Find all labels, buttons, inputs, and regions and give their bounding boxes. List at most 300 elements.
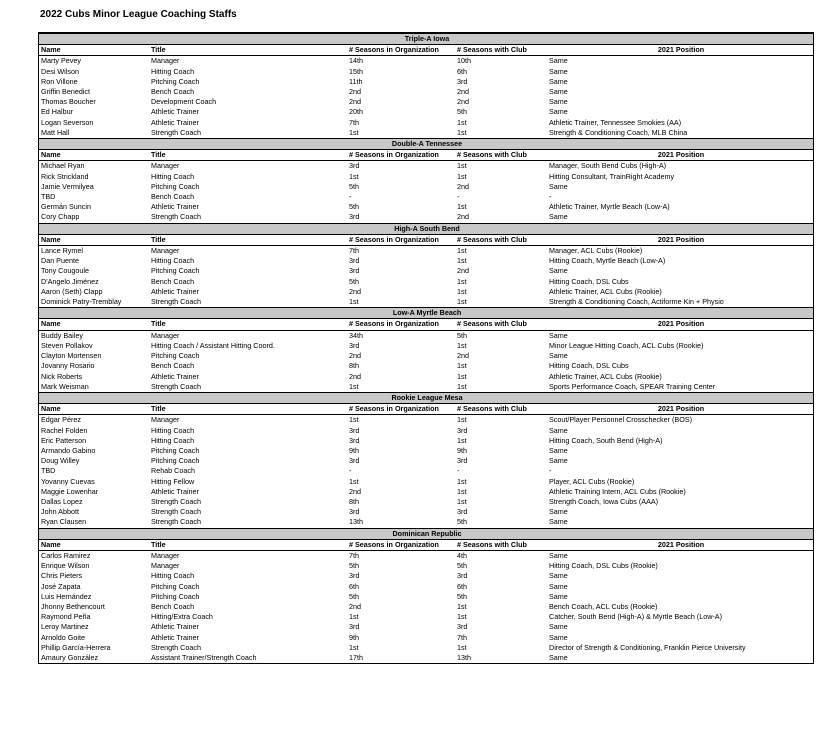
cell-prior-position: Athletic Trainer, Tennessee Smokies (AA) [549, 117, 682, 127]
cell-name: Maggie Lowenhar [41, 486, 99, 496]
cell-prior-position: Same [549, 622, 568, 632]
cell-name: Marty Pevey [41, 56, 81, 66]
table-row [39, 653, 813, 663]
cell-seasons-in-org: 1st [349, 171, 359, 181]
cell-seasons-in-org: 3rd [349, 256, 360, 266]
cell-seasons-with-club: 1st [457, 340, 467, 350]
column-header-row [39, 150, 813, 161]
cell-name: Edgar Pérez [41, 415, 81, 425]
cell-seasons-in-org: 9th [349, 445, 359, 455]
cell-seasons-in-org: 5th [349, 202, 359, 212]
cell-seasons-with-club: 1st [457, 435, 467, 445]
cell-seasons-with-club: 7th [457, 632, 467, 642]
cell-name: Desi Wilson [41, 66, 79, 76]
cell-prior-position: Same [549, 66, 568, 76]
cell-seasons-with-club: - [457, 192, 460, 202]
cell-name: Mark Weisman [41, 381, 89, 391]
cell-name: Phillip García-Herrera [41, 642, 111, 652]
cell-seasons-in-org: 2nd [349, 486, 361, 496]
cell-prior-position: Athletic Training Intern, ACL Cubs (Rookie) [549, 486, 686, 496]
cell-seasons-in-org: - [349, 192, 352, 202]
cell-seasons-with-club: 5th [457, 107, 467, 117]
cell-seasons-in-org: 5th [349, 561, 359, 571]
cell-name: Amaury González [41, 652, 99, 662]
cell-name: Cory Chapp [41, 212, 80, 222]
cell-title: Manager [151, 161, 180, 171]
cell-prior-position: Strength & Conditioning Coach, Actiforme Kin + Physio [549, 297, 724, 307]
cell-name: Ed Halbur [41, 107, 73, 117]
cell-name: Nick Roberts [41, 371, 83, 381]
cell-name: Eric Patterson [41, 435, 87, 445]
cell-seasons-with-club: 1st [457, 476, 467, 486]
cell-seasons-in-org: 9th [349, 632, 359, 642]
cell-seasons-in-org: 2nd [349, 351, 361, 361]
cell-title: Bench Coach [151, 361, 195, 371]
column-header-row [39, 319, 813, 330]
section-header [39, 34, 813, 45]
cell-seasons-with-club: 3rd [457, 425, 468, 435]
cell-title: Bench Coach [151, 87, 195, 97]
cell-seasons-in-org: 3rd [349, 425, 360, 435]
cell-seasons-in-org: 7th [349, 246, 359, 256]
table-row [39, 497, 813, 507]
table-row [39, 561, 813, 571]
column-header-seasons-in-org: # Seasons in Organization [347, 539, 455, 550]
cell-title: Pitching Coach [151, 351, 200, 361]
section-header [39, 139, 813, 150]
cell-seasons-with-club: 4th [457, 550, 467, 560]
cell-title: Hitting Coach [151, 66, 195, 76]
column-header-title: Title [149, 150, 347, 161]
cell-prior-position: - [549, 192, 552, 202]
cell-name: Logan Severson [41, 117, 94, 127]
section-title: Triple-A Iowa [39, 34, 813, 45]
cell-seasons-in-org: 2nd [349, 87, 361, 97]
cell-seasons-in-org: 1st [349, 415, 359, 425]
table-row [39, 446, 813, 456]
cell-seasons-in-org: 11th [349, 76, 363, 86]
column-header-seasons-with-club: # Seasons with Club [455, 319, 547, 330]
cell-name: Jamie Vermilyea [41, 181, 94, 191]
cell-seasons-with-club: 5th [457, 330, 467, 340]
cell-title: Strength Coach [151, 642, 201, 652]
cell-seasons-with-club: 3rd [457, 507, 468, 517]
cell-prior-position: Same [549, 87, 568, 97]
cell-name: D'Angelo Jiménez [41, 276, 99, 286]
cell-seasons-in-org: 3rd [349, 212, 360, 222]
column-header-prior-position: 2021 Position [547, 539, 813, 550]
cell-prior-position: Same [549, 76, 568, 86]
cell-prior-position: Same [549, 212, 568, 222]
cell-seasons-with-club: 2nd [457, 181, 469, 191]
column-header-title: Title [149, 319, 347, 330]
table-row [39, 67, 813, 77]
staff-table-container [38, 32, 814, 664]
cell-name: Dallas Lopez [41, 496, 83, 506]
cell-seasons-in-org: 2nd [349, 371, 361, 381]
cell-seasons-in-org: 15th [349, 66, 363, 76]
table-row [39, 287, 813, 297]
table-row [39, 297, 813, 308]
cell-seasons-in-org: 13th [349, 517, 363, 527]
cell-prior-position: Same [549, 97, 568, 107]
cell-prior-position: Same [549, 571, 568, 581]
table-row [39, 582, 813, 592]
cell-seasons-in-org: 3rd [349, 161, 360, 171]
cell-seasons-with-club: 9th [457, 445, 467, 455]
cell-prior-position: Hitting Coach, DSL Cubs [549, 361, 629, 371]
table-row [39, 277, 813, 287]
cell-title: Athletic Trainer [151, 286, 199, 296]
cell-name: Clayton Mortensen [41, 351, 102, 361]
cell-seasons-in-org: 2nd [349, 97, 361, 107]
cell-name: José Zapata [41, 581, 81, 591]
table-row [39, 477, 813, 487]
cell-name: Matt Hall [41, 127, 70, 137]
cell-seasons-with-club: 2nd [457, 266, 469, 276]
cell-seasons-in-org: 34th [349, 330, 363, 340]
cell-name: John Abbott [41, 507, 79, 517]
cell-name: Jovanny Rosario [41, 361, 95, 371]
cell-seasons-with-club: 13th [457, 652, 471, 662]
cell-prior-position: Same [549, 591, 568, 601]
cell-seasons-with-club: 1st [457, 171, 467, 181]
table-row [39, 192, 813, 202]
cell-name: Armando Gabino [41, 445, 96, 455]
cell-name: Leroy Martinez [41, 622, 89, 632]
cell-prior-position: Catcher, South Bend (High-A) & Myrtle Beach (Low-A) [549, 612, 722, 622]
cell-title: Athletic Trainer [151, 632, 199, 642]
table-row [39, 202, 813, 212]
cell-name: Lance Rymel [41, 246, 83, 256]
cell-title: Assistant Trainer/Strength Coach [151, 652, 257, 662]
cell-title: Pitching Coach [151, 76, 200, 86]
cell-title: Strength Coach [151, 127, 201, 137]
cell-seasons-with-club: 1st [457, 642, 467, 652]
column-header-name: Name [39, 404, 149, 415]
table-row [39, 592, 813, 602]
column-header-prior-position: 2021 Position [547, 45, 813, 56]
cell-prior-position: Same [549, 330, 568, 340]
cell-title: Athletic Trainer [151, 371, 199, 381]
cell-seasons-in-org: 1st [349, 381, 359, 391]
cell-seasons-in-org: 7th [349, 117, 359, 127]
table-row [39, 372, 813, 382]
cell-name: Luis Hernández [41, 591, 92, 601]
cell-seasons-in-org: 1st [349, 297, 359, 307]
section-title: High-A South Bend [39, 223, 813, 234]
table-row [39, 97, 813, 107]
column-header-title: Title [149, 539, 347, 550]
cell-seasons-in-org: 1st [349, 642, 359, 652]
section-title: Rookie League Mesa [39, 392, 813, 403]
column-header-seasons-in-org: # Seasons in Organization [347, 234, 455, 245]
cell-name: Ryan Clausen [41, 517, 87, 527]
cell-title: Pitching Coach [151, 591, 200, 601]
section-header [39, 528, 813, 539]
cell-title: Hitting/Extra Coach [151, 612, 213, 622]
cell-prior-position: Strength Coach, Iowa Cubs (AAA) [549, 496, 659, 506]
cell-seasons-with-club: 1st [457, 297, 467, 307]
table-row [39, 128, 813, 139]
cell-seasons-with-club: 1st [457, 486, 467, 496]
table-row [39, 487, 813, 497]
cell-title: Hitting Coach / Assistant Hitting Coord. [151, 340, 275, 350]
cell-seasons-with-club: 1st [457, 161, 467, 171]
cell-name: Germán Suncin [41, 202, 91, 212]
cell-seasons-in-org: 14th [349, 56, 363, 66]
column-header-prior-position: 2021 Position [547, 150, 813, 161]
cell-seasons-with-club: 1st [457, 601, 467, 611]
cell-prior-position: Hitting Coach, South Bend (High-A) [549, 435, 663, 445]
cell-title: Strength Coach [151, 297, 201, 307]
cell-seasons-in-org: 3rd [349, 266, 360, 276]
cell-title: Manager [151, 550, 180, 560]
cell-name: Rick Strickland [41, 171, 89, 181]
table-row [39, 517, 813, 528]
column-header-title: Title [149, 234, 347, 245]
table-row [39, 182, 813, 192]
cell-seasons-in-org: 2nd [349, 601, 361, 611]
cell-prior-position: Athletic Trainer, Myrtle Beach (Low-A) [549, 202, 670, 212]
cell-prior-position: Sports Performance Coach, SPEAR Training Center [549, 381, 716, 391]
cell-seasons-with-club: 1st [457, 117, 467, 127]
table-row [39, 107, 813, 117]
cell-prior-position: Scout/Player Personnel Crosschecker (BOS) [549, 415, 693, 425]
cell-title: Manager [151, 246, 180, 256]
table-row [39, 361, 813, 371]
column-header-seasons-in-org: # Seasons in Organization [347, 45, 455, 56]
cell-seasons-with-club: 2nd [457, 87, 469, 97]
cell-title: Hitting Fellow [151, 476, 195, 486]
cell-title: Strength Coach [151, 507, 201, 517]
cell-prior-position: Athletic Trainer, ACL Cubs (Rookie) [549, 371, 662, 381]
cell-seasons-with-club: 3rd [457, 456, 468, 466]
cell-seasons-with-club: 5th [457, 561, 467, 571]
column-header-seasons-in-org: # Seasons in Organization [347, 404, 455, 415]
column-header-prior-position: 2021 Position [547, 319, 813, 330]
cell-title: Strength Coach [151, 381, 201, 391]
cell-name: Doug Willey [41, 456, 80, 466]
table-row [39, 426, 813, 436]
table-row [39, 330, 813, 341]
cell-title: Pitching Coach [151, 581, 200, 591]
cell-title: Hitting Coach [151, 256, 195, 266]
cell-prior-position: Same [549, 445, 568, 455]
cell-prior-position: Same [549, 425, 568, 435]
table-row [39, 456, 813, 466]
cell-seasons-in-org: 3rd [349, 435, 360, 445]
cell-name: Thomas Boucher [41, 97, 96, 107]
cell-title: Bench Coach [151, 601, 195, 611]
column-header-seasons-with-club: # Seasons with Club [455, 45, 547, 56]
cell-prior-position: Same [549, 56, 568, 66]
cell-name: Carlos Ramirez [41, 550, 91, 560]
cell-seasons-with-club: 1st [457, 127, 467, 137]
column-header-seasons-in-org: # Seasons in Organization [347, 319, 455, 330]
column-header-seasons-with-club: # Seasons with Club [455, 150, 547, 161]
cell-seasons-in-org: - [349, 466, 352, 476]
document-title: 2022 Cubs Minor League Coaching Staffs [40, 9, 237, 20]
table-row [39, 550, 813, 561]
cell-title: Pitching Coach [151, 445, 200, 455]
table-row [39, 633, 813, 643]
cell-prior-position: Hitting Coach, DSL Cubs [549, 276, 629, 286]
table-row [39, 415, 813, 426]
cell-seasons-in-org: 5th [349, 591, 359, 601]
table-row [39, 256, 813, 266]
cell-title: Manager [151, 561, 180, 571]
cell-prior-position: Same [549, 456, 568, 466]
table-row [39, 246, 813, 257]
column-header-seasons-in-org: # Seasons in Organization [347, 150, 455, 161]
table-row [39, 351, 813, 361]
cell-title: Manager [151, 56, 180, 66]
cell-title: Pitching Coach [151, 266, 200, 276]
cell-prior-position: Same [549, 107, 568, 117]
table-row [39, 56, 813, 67]
cell-name: Steven Pollakov [41, 340, 93, 350]
cell-prior-position: Director of Strength & Conditioning, Franklin Pierce University [549, 642, 746, 652]
cell-seasons-with-club: 1st [457, 496, 467, 506]
table-row [39, 571, 813, 581]
column-header-row [39, 45, 813, 56]
cell-name: Griffin Benedict [41, 87, 91, 97]
column-header-name: Name [39, 539, 149, 550]
cell-name: Tony Cougoule [41, 266, 89, 276]
cell-seasons-with-club: 1st [457, 256, 467, 266]
cell-seasons-in-org: 1st [349, 127, 359, 137]
cell-seasons-in-org: 6th [349, 581, 359, 591]
cell-title: Athletic Trainer [151, 117, 199, 127]
cell-seasons-in-org: 1st [349, 612, 359, 622]
column-header-name: Name [39, 150, 149, 161]
column-header-name: Name [39, 234, 149, 245]
cell-prior-position: Manager, South Bend Cubs (High-A) [549, 161, 667, 171]
cell-seasons-in-org: 7th [349, 550, 359, 560]
column-header-prior-position: 2021 Position [547, 404, 813, 415]
cell-seasons-with-club: 6th [457, 66, 467, 76]
cell-seasons-in-org: 3rd [349, 507, 360, 517]
column-header-seasons-with-club: # Seasons with Club [455, 539, 547, 550]
cell-title: Athletic Trainer [151, 622, 199, 632]
cell-seasons-in-org: 2nd [349, 286, 361, 296]
cell-seasons-in-org: 3rd [349, 622, 360, 632]
table-row [39, 77, 813, 87]
cell-prior-position: Same [549, 266, 568, 276]
cell-seasons-with-club: 1st [457, 361, 467, 371]
staff-table [39, 33, 813, 663]
cell-title: Strength Coach [151, 496, 201, 506]
cell-prior-position: - [549, 466, 552, 476]
cell-seasons-with-club: 5th [457, 517, 467, 527]
cell-name: Dan Puente [41, 256, 79, 266]
cell-prior-position: Same [549, 351, 568, 361]
column-header-name: Name [39, 45, 149, 56]
cell-prior-position: Bench Coach, ACL Cubs (Rookie) [549, 601, 658, 611]
table-row [39, 172, 813, 182]
column-header-prior-position: 2021 Position [547, 234, 813, 245]
cell-prior-position: Strength & Conditioning Coach, MLB China [549, 127, 688, 137]
cell-seasons-with-club: 1st [457, 286, 467, 296]
cell-title: Rehab Coach [151, 466, 195, 476]
cell-name: Raymond Peña [41, 612, 91, 622]
cell-title: Pitching Coach [151, 181, 200, 191]
cell-prior-position: Player, ACL Cubs (Rookie) [549, 476, 635, 486]
cell-seasons-with-club: 1st [457, 276, 467, 286]
cell-seasons-in-org: 8th [349, 496, 359, 506]
cell-seasons-in-org: 3rd [349, 340, 360, 350]
cell-name: Enrique Wilson [41, 561, 90, 571]
cell-prior-position: Hitting Coach, Myrtle Beach (Low-A) [549, 256, 666, 266]
table-row [39, 382, 813, 393]
section-title: Low-A Myrtle Beach [39, 308, 813, 319]
table-row [39, 602, 813, 612]
cell-seasons-with-club: 1st [457, 246, 467, 256]
cell-title: Pitching Coach [151, 456, 200, 466]
cell-seasons-with-club: 2nd [457, 212, 469, 222]
cell-seasons-with-club: 1st [457, 612, 467, 622]
cell-title: Hitting Coach [151, 171, 195, 181]
table-row [39, 622, 813, 632]
cell-title: Strength Coach [151, 517, 201, 527]
cell-title: Hitting Coach [151, 571, 195, 581]
column-header-row [39, 539, 813, 550]
section-header [39, 223, 813, 234]
cell-title: Athletic Trainer [151, 107, 199, 117]
cell-prior-position: Athletic Trainer, ACL Cubs (Rookie) [549, 286, 662, 296]
cell-title: Manager [151, 330, 180, 340]
cell-title: Manager [151, 415, 180, 425]
table-row [39, 87, 813, 97]
cell-name: TBD [41, 466, 56, 476]
column-header-name: Name [39, 319, 149, 330]
cell-seasons-with-club: 6th [457, 581, 467, 591]
column-header-seasons-with-club: # Seasons with Club [455, 234, 547, 245]
table-row [39, 212, 813, 223]
cell-seasons-with-club: 3rd [457, 76, 468, 86]
table-row [39, 466, 813, 476]
table-row [39, 643, 813, 653]
cell-seasons-in-org: 17th [349, 652, 363, 662]
cell-title: Bench Coach [151, 276, 195, 286]
cell-prior-position: Same [549, 632, 568, 642]
cell-name: TBD [41, 192, 56, 202]
cell-seasons-with-club: 1st [457, 415, 467, 425]
column-header-title: Title [149, 404, 347, 415]
cell-seasons-with-club: 3rd [457, 622, 468, 632]
cell-prior-position: Hitting Coach, DSL Cubs (Rookie) [549, 561, 658, 571]
cell-title: Strength Coach [151, 212, 201, 222]
cell-title: Athletic Trainer [151, 486, 199, 496]
section-header [39, 308, 813, 319]
cell-name: Chris Pieters [41, 571, 83, 581]
cell-name: Ron Villone [41, 76, 78, 86]
cell-prior-position: Hitting Consultant, TrainRight Academy [549, 171, 675, 181]
cell-prior-position: Same [549, 517, 568, 527]
cell-seasons-with-club: 1st [457, 381, 467, 391]
cell-seasons-with-club: 5th [457, 591, 467, 601]
table-row [39, 118, 813, 128]
column-header-row [39, 404, 813, 415]
cell-prior-position: Minor League Hitting Coach, ACL Cubs (Rookie) [549, 340, 704, 350]
cell-name: Jhonny Bethencourt [41, 601, 105, 611]
cell-name: Dominick Patry-Tremblay [41, 297, 122, 307]
cell-title: Development Coach [151, 97, 217, 107]
cell-seasons-with-club: 3rd [457, 571, 468, 581]
cell-name: Rachel Folden [41, 425, 88, 435]
cell-seasons-with-club: - [457, 466, 460, 476]
